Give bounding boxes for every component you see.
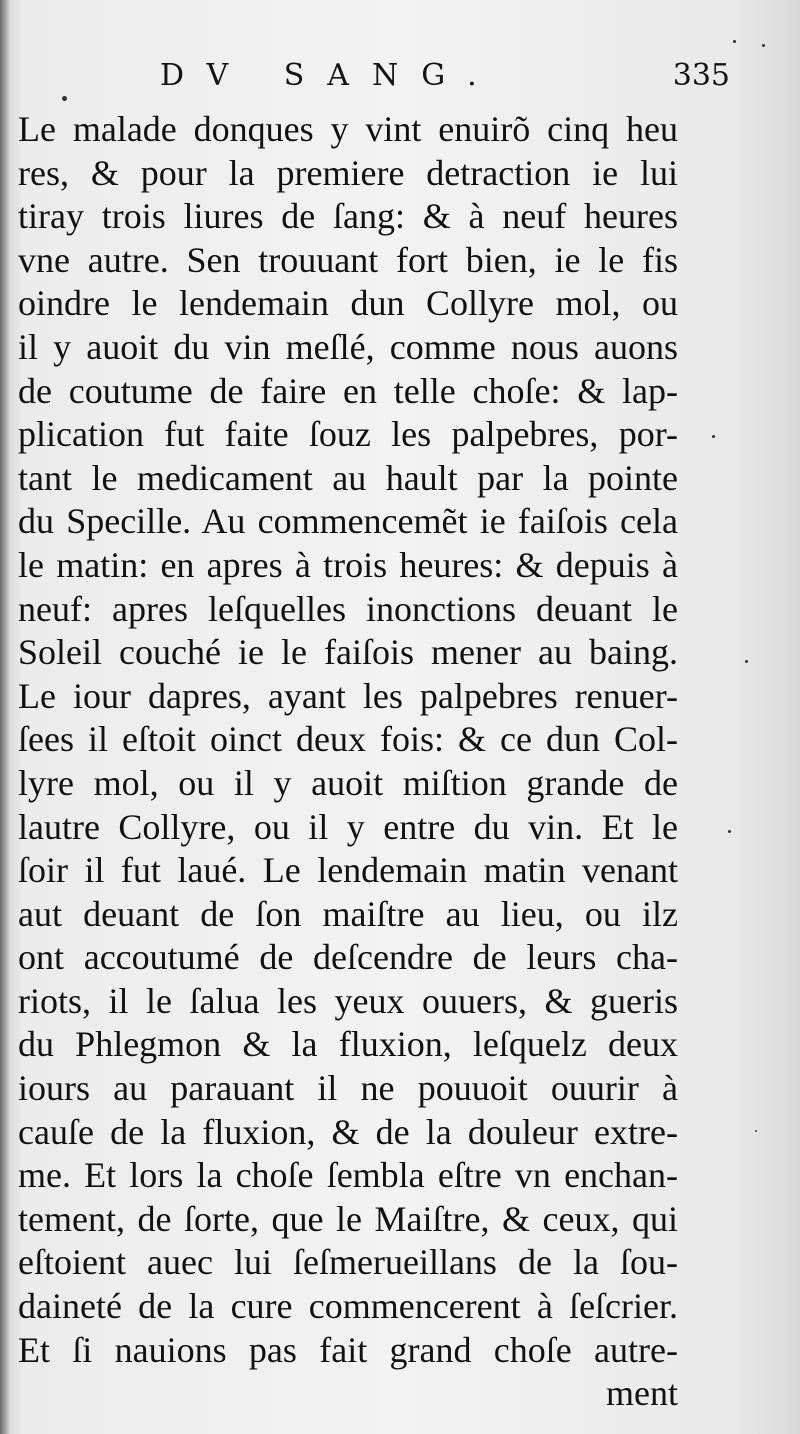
text-line: il y auoit du vin meſlé, comme nous auons: [18, 326, 678, 367]
ink-speck: [62, 96, 67, 101]
text-line: plication fut faite ſouz les palpebres, por-: [18, 414, 678, 455]
text-line: lautre Collyre, ou il y entre du vin. Et le: [18, 806, 678, 847]
text-line: aut deuant de ſon maiſtre au lieu, ou ilz: [18, 893, 678, 934]
page-gutter-shadow: [0, 0, 10, 1434]
running-head: DV SANG.: [160, 58, 500, 93]
text-line: Le malade donques y vint enuirõ cinq heu: [18, 109, 678, 149]
text-line: du Specille. Au commencemẽt ie faiſois cela: [18, 501, 678, 542]
text-line: ont accoutumé de deſcendre de leurs cha-: [18, 937, 678, 978]
text-line: tiray trois liures de ſang: & à neuf heures: [18, 196, 678, 237]
text-line: ſees il eſtoit oinct deux fois: & ce dun Col-: [18, 719, 678, 760]
ink-speck: [745, 660, 748, 663]
text-line: neuf: apres leſquelles inonctions deuant le: [18, 588, 678, 629]
ink-speck: [728, 830, 731, 833]
text-line: du Phlegmon & la fluxion, leſquelz deux: [18, 1024, 678, 1065]
ink-speck: [733, 40, 736, 43]
text-line: lyre mol, ou il y auoit miſtion grande de: [18, 762, 678, 803]
text-line: iours au parauant il ne pouuoit ouurir à: [18, 1068, 678, 1109]
page-header: [0, 52, 800, 102]
text-line: Soleil couché ie le faiſois mener au baing.: [18, 632, 678, 673]
text-line: tant le medicament au hault par la pointe: [18, 457, 678, 498]
text-line: riots, il le ſalua les yeux ouuers, & gueris: [18, 980, 678, 1021]
text-line: me. Et lors la choſe ſembla eſtre vn enchan-: [18, 1155, 678, 1196]
text-line: le matin: en apres à trois heures: & depuis à: [18, 544, 678, 585]
text-line: res, & pour la premiere detraction ie lui: [18, 152, 678, 193]
text-line: oindre le lendemain dun Collyre mol, ou: [18, 283, 678, 324]
text-line: vne autre. Sen trouuant fort bien, ie le fis: [18, 239, 678, 280]
text-line: cauſe de la fluxion, & de la douleur extre-: [18, 1111, 678, 1152]
text-line: ſoir il fut laué. Le lendemain matin venant: [18, 850, 678, 891]
text-line: eſtoient auec lui ſeſmerueillans de la ſou-: [18, 1242, 678, 1283]
ink-speck: [712, 435, 715, 438]
text-line: ment: [606, 1373, 678, 1414]
text-line: tement, de ſorte, que le Maiſtre, & ceux, qui: [18, 1198, 678, 1239]
ink-speck: [762, 44, 765, 47]
page-number: 335: [672, 58, 730, 93]
text-line: de coutume de faire en telle choſe: & lap-: [18, 370, 678, 411]
body-text: [18, 108, 678, 1416]
ink-speck: [755, 1130, 757, 1132]
text-line: Le iour dapres, ayant les palpebres renuer-: [18, 675, 678, 716]
text-line: Et ſi nauions pas fait grand choſe autre-: [18, 1329, 678, 1370]
text-line: daineté de la cure commencerent à ſeſcrier.: [18, 1286, 678, 1327]
